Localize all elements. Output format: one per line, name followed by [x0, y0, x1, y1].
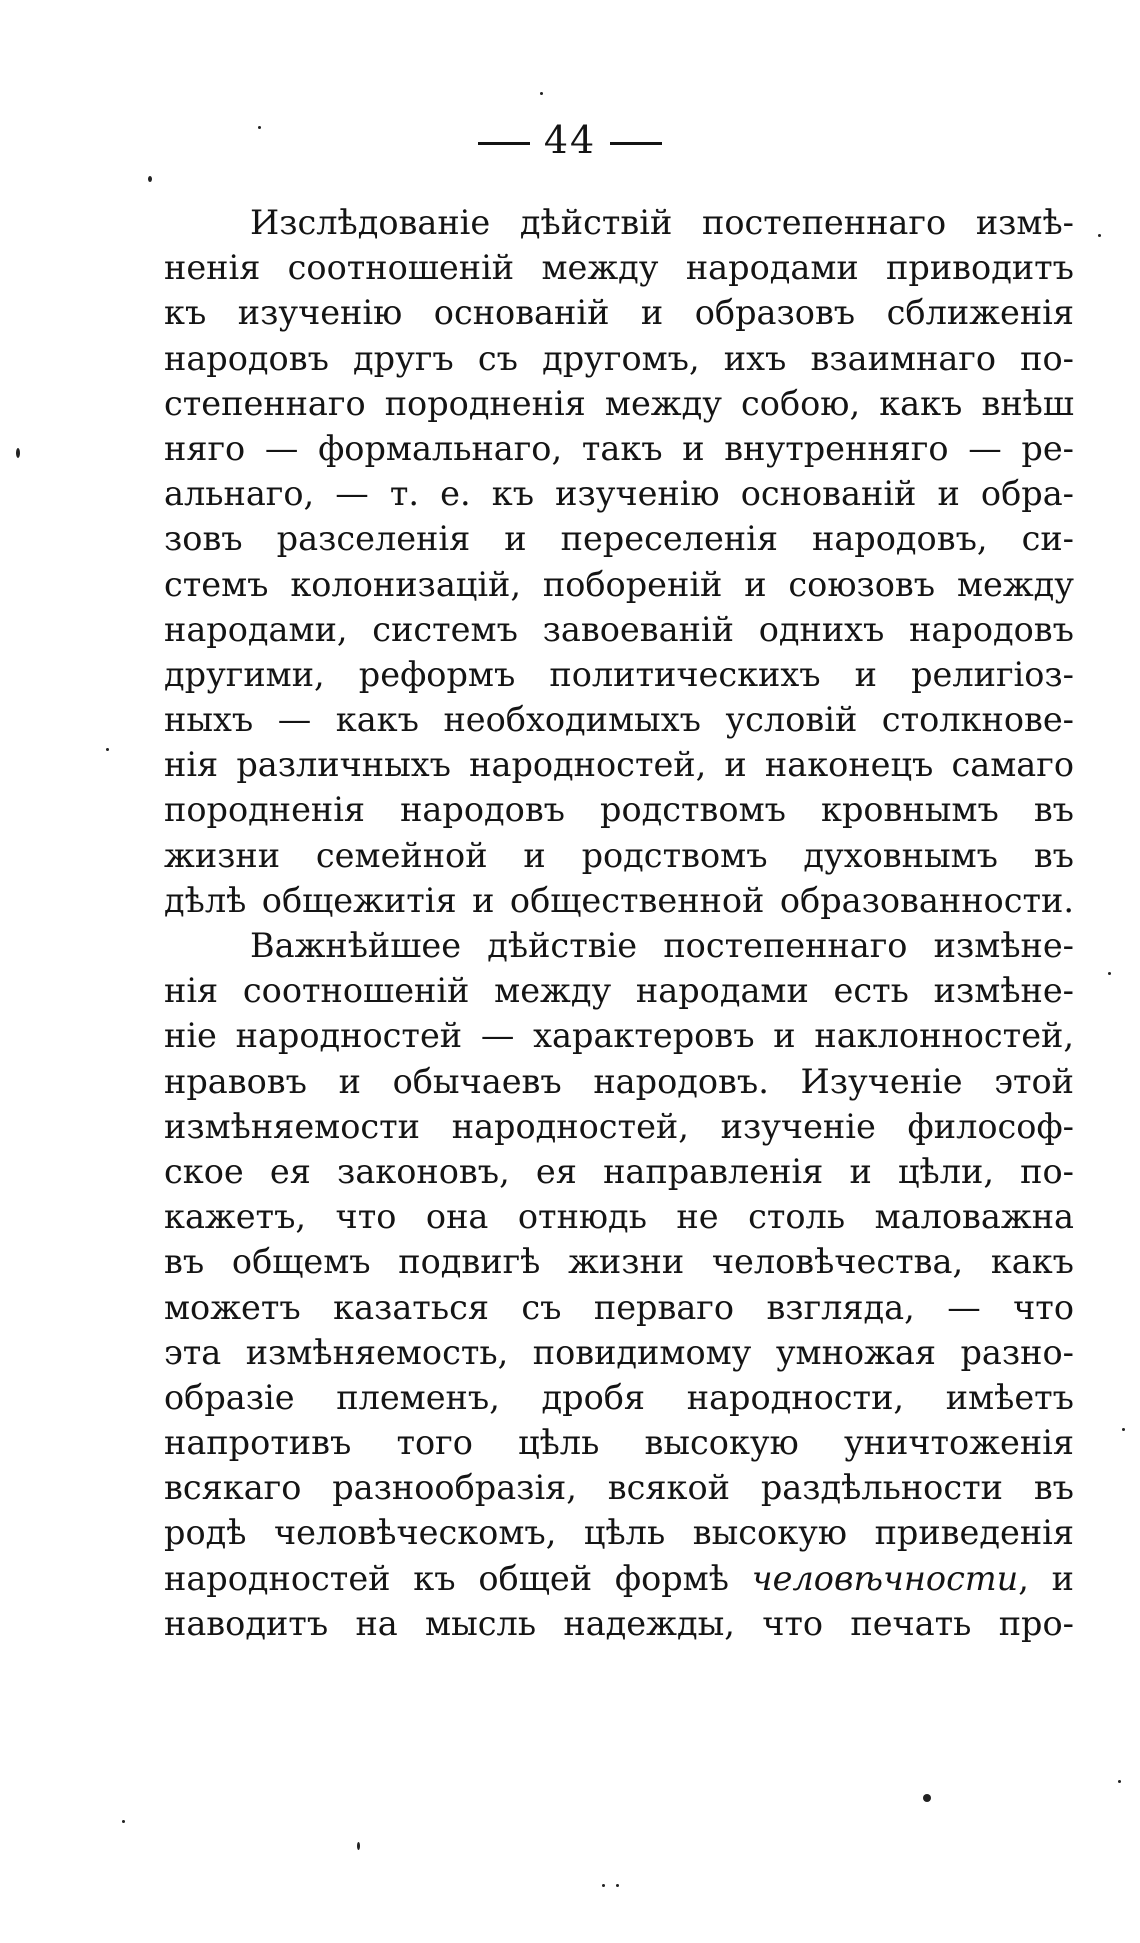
text-line: дѣлѣ общежитія и общественной образованности. — [164, 880, 1074, 920]
text-line: въ общемъ подвигѣ жизни человѣчества, какъ — [164, 1242, 1074, 1282]
text-segment: , и — [1018, 1558, 1074, 1598]
text-line: зовъ разселенія и переселенія народовъ, си- — [164, 519, 1074, 559]
text-line: родѣ человѣческомъ, цѣль высокую приведенія — [164, 1513, 1074, 1553]
text-line: народами, системъ завоеваній однихъ народовъ — [164, 609, 1074, 649]
text-line: наводитъ на мысль надежды, что печать про- — [164, 1603, 1074, 1643]
text-line-with-italic — [164, 1556, 1074, 1601]
scan-speck — [602, 1884, 605, 1887]
scan-speck — [148, 176, 152, 182]
scan-speck — [357, 1842, 360, 1850]
text-line: жизни семейной и родствомъ духовнымъ въ — [164, 835, 1074, 875]
scan-speck — [540, 92, 543, 95]
text-line: Важнѣйшее дѣйствіе постепеннаго измѣне- — [250, 926, 1074, 965]
text-line: другими, реформъ политическихъ и религіоз- — [164, 654, 1074, 694]
scan-speck — [1122, 1428, 1125, 1431]
text-line: къ изученію основаній и образовъ сближенія — [164, 293, 1074, 333]
scan-speck — [16, 448, 20, 458]
scan-speck — [923, 1794, 931, 1802]
scan-speck — [122, 1820, 125, 1823]
text-line: всякаго разнообразія, всякой раздѣльности въ — [164, 1468, 1074, 1508]
paragraph-2 — [164, 923, 1074, 1646]
body-text — [164, 200, 1074, 1646]
text-line: ніе народностей — характеровъ и наклонностей, — [164, 1016, 1074, 1056]
scan-speck — [258, 126, 261, 129]
text-line: ненія соотношеній между народами приводитъ — [164, 248, 1074, 288]
italic-word: человѣчности — [751, 1558, 1019, 1598]
text-line: нія соотношеній между народами есть измѣне- — [164, 971, 1074, 1011]
scan-speck — [1098, 234, 1101, 237]
paragraph-1 — [164, 200, 1074, 923]
text-line: образіе племенъ, дробя народности, имѣетъ — [164, 1377, 1074, 1417]
text-line: няго — формальнаго, такъ и внутренняго — ре- — [164, 428, 1074, 468]
text-line: эта измѣняемость, повидимому умножая разно- — [164, 1332, 1074, 1372]
text-line: нія различныхъ народностей, и наконецъ самаго — [164, 745, 1074, 785]
scan-speck — [1118, 1780, 1121, 1783]
page-number-value: 44 — [543, 118, 597, 162]
scan-speck — [616, 1884, 619, 1887]
text-line: нравовъ и обычаевъ народовъ. Изученіе этой — [164, 1061, 1074, 1101]
text-line: напротивъ того цѣль высокую уничтоженія — [164, 1423, 1074, 1463]
text-line: народовъ другъ съ другомъ, ихъ взаимнаго по- — [164, 338, 1074, 378]
text-line: ныхъ — какъ необходимыхъ условій столкнове- — [164, 700, 1074, 740]
text-line: степеннаго породненія между собою, какъ внѣш — [164, 383, 1074, 423]
page-number-dash-left — [478, 142, 530, 145]
text-line: измѣняемости народностей, изученіе философ- — [164, 1106, 1074, 1146]
text-line: стемъ колонизацій, побореній и союзовъ между — [164, 564, 1074, 604]
page-number — [0, 118, 1140, 162]
scan-speck — [106, 748, 109, 751]
text-line: кажетъ, что она отнюдь не столь маловажна — [164, 1197, 1074, 1237]
text-segment: народностей къ общей формѣ — [164, 1558, 752, 1598]
text-line: ское ея законовъ, ея направленія и цѣли, по- — [164, 1151, 1074, 1191]
text-line: можетъ казаться съ перваго взгляда, — что — [164, 1287, 1074, 1327]
page-number-dash-right — [610, 142, 662, 145]
text-line: Изслѣдованіе дѣйствій постепеннаго измѣ- — [250, 203, 1074, 242]
text-line: породненія народовъ родствомъ кровнымъ въ — [164, 790, 1074, 830]
scan-speck — [1108, 972, 1111, 975]
text-line: альнаго, — т. е. къ изученію основаній и обра- — [164, 474, 1074, 514]
